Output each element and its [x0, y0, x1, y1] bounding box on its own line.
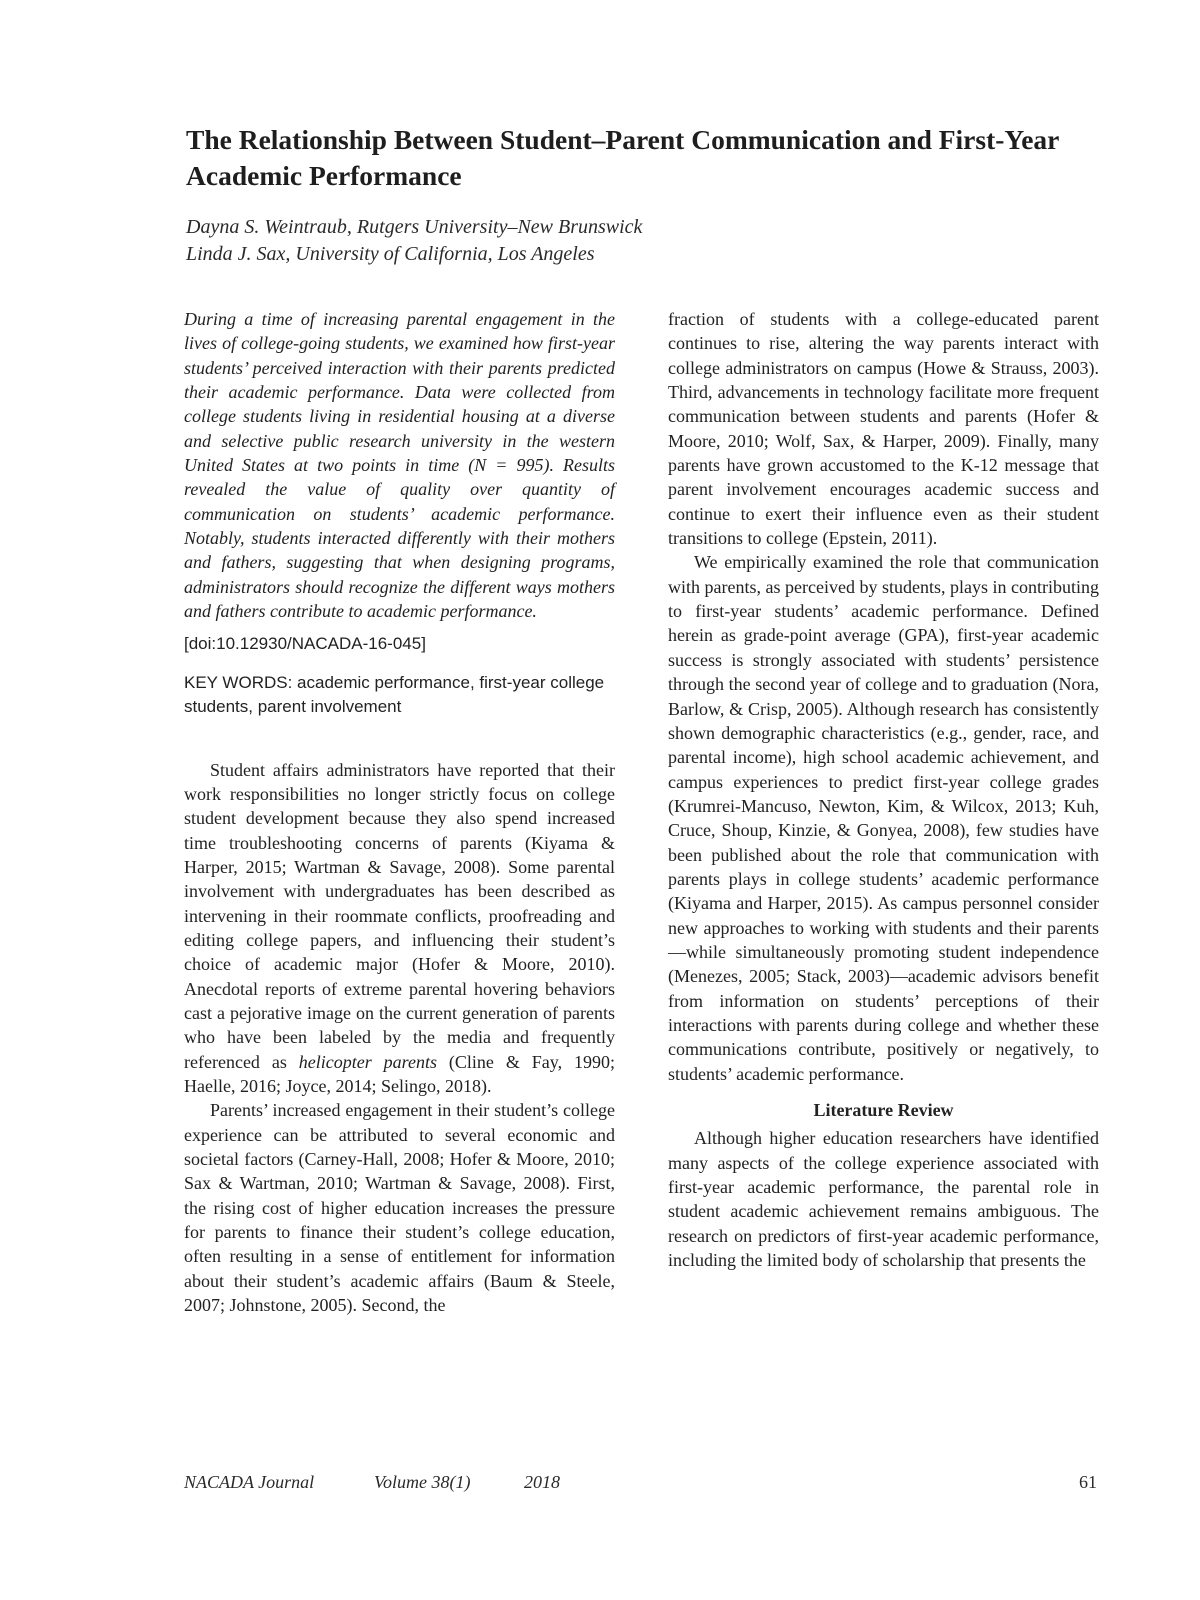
page-footer [184, 1472, 1097, 1502]
author-list [186, 214, 1086, 268]
emphasis-term: helicopter parents [298, 1051, 437, 1072]
section-heading: Literature Review [813, 1100, 954, 1120]
body-paragraph: We empirically examined the role that communication with parents, as perceived by students, plays in contributing to first-year students’ academic performance. Defined herein as grade-point average (GPA), first-year academic success is strongly associated with students’ persistence through the second year of college and to graduation (Nora, Barlow, & Crisp, 2005). Although research has consistently shown demographic characteristics (e.g., gender, race, and parental income), high school academic achievement, and campus experiences to predict first-year college grades (Krumrei-Mancuso, Newton, Kim, & Wilcox, 2013; Kuh, Cruce, Shoup, Kinzie, & Gonyea, 2008), few studies have been published about the role that communication with parents plays in college students’ academic performance (Kiyama and Harper, 2015). As campus personnel consider new approaches to working with students and their parents—while simultaneously promoting student independence (Menezes, 2005; Stack, 2003)—academic advisors benefit from information on students’ perceptions of their interactions with parents during college and whether these communications contribute, positively or negatively, to students’ academic performance. [668, 552, 1099, 1084]
body-paragraph: Parents’ increased engagement in their student’s college experience can be attributed to several economic and societal factors (Carney-Hall, 2008; Hofer & Moore, 2010; Sax & Wartman, 2010; Wartman & Savage, 2008). First, the rising cost of higher education increases the pressure for parents to finance their student’s college education, often resulting in a sense of entitlement for information about their student’s academic affairs (Baum & Steele, 2007; Johnstone, 2005). Second, the [184, 1100, 615, 1316]
author-line: Dayna S. Weintraub, Rutgers University–New Brunswick [186, 216, 643, 238]
author-line: Linda J. Sax, University of California, Los Angeles [186, 243, 595, 265]
right-column [668, 307, 1099, 1272]
body-paragraph-continued: fraction of students with a college-educated parent continues to rise, altering the way parents interact with college administrators on campus (Howe & Strauss, 2003). Third, advancements in technology facilitate more frequent communication between students and parents (Hofer & Moore, 2010; Wolf, Sax, & Harper, 2009). Finally, many parents have grown accustomed to the K-12 message that parent involvement encourages academic success and continue to exert their influence even as their student transitions to college (Epstein, 2011). [668, 309, 1099, 549]
journal-year: 2018 [524, 1472, 560, 1492]
page-number: 61 [1079, 1472, 1097, 1492]
paragraph-text: Student affairs administrators have reported that their work responsibilities no longer strictly focus on college student development because they also spend increased time troubleshooting concerns of parents (Kiyama & Harper, 2015; Wartman & Savage, 2008). Some parental involvement with undergraduates has been described as intervening in their roommate conflicts, proofreading and editing college papers, and influencing their student’s choice of academic major (Hofer & Moore, 2010). Anecdotal reports of extreme parental hovering behaviors cast a pejorative image on the current generation of parents who have been labeled by the media and frequently referenced as [184, 759, 615, 1072]
doi: [doi:10.12930/NACADA-16-045] [184, 634, 426, 654]
journal-volume: Volume 38(1) [374, 1472, 471, 1492]
body-paragraph: Although higher education researchers have identified many aspects of the college experience associated with first-year academic performance, the parental role in student academic achievement remains ambiguous. The research on predictors of first-year academic performance, including the limited body of scholarship that presents the [668, 1128, 1099, 1271]
keywords: KEY WORDS: academic performance, first-year college students, parent involvement [184, 672, 605, 717]
body-paragraph [184, 758, 615, 1099]
abstract: During a time of increasing parental engagement in the lives of college-going students, we examined how first-year students’ perceived interaction with their parents predicted their academic performance. Data were collected from college students living in residential housing at a diverse and selective public research university in the western United States at two points in time (N = 995). Results revealed the value of quality over quantity of communication on students’ academic performance. Notably, students interacted differently with their mothers and fathers, suggesting that when designing programs, administrators should recognize the different ways mothers and fathers contribute to academic performance. [184, 309, 615, 622]
left-column [184, 307, 615, 1317]
paragraph-text: (Cline & Fay, 1990; Haelle, 2016; Joyce, 2014; Selingo, 2018). [184, 1051, 615, 1096]
journal-name: NACADA Journal [184, 1472, 315, 1492]
article-title: The Relationship Between Student–Parent Communication and First-Year Academic Performance [186, 124, 1059, 191]
